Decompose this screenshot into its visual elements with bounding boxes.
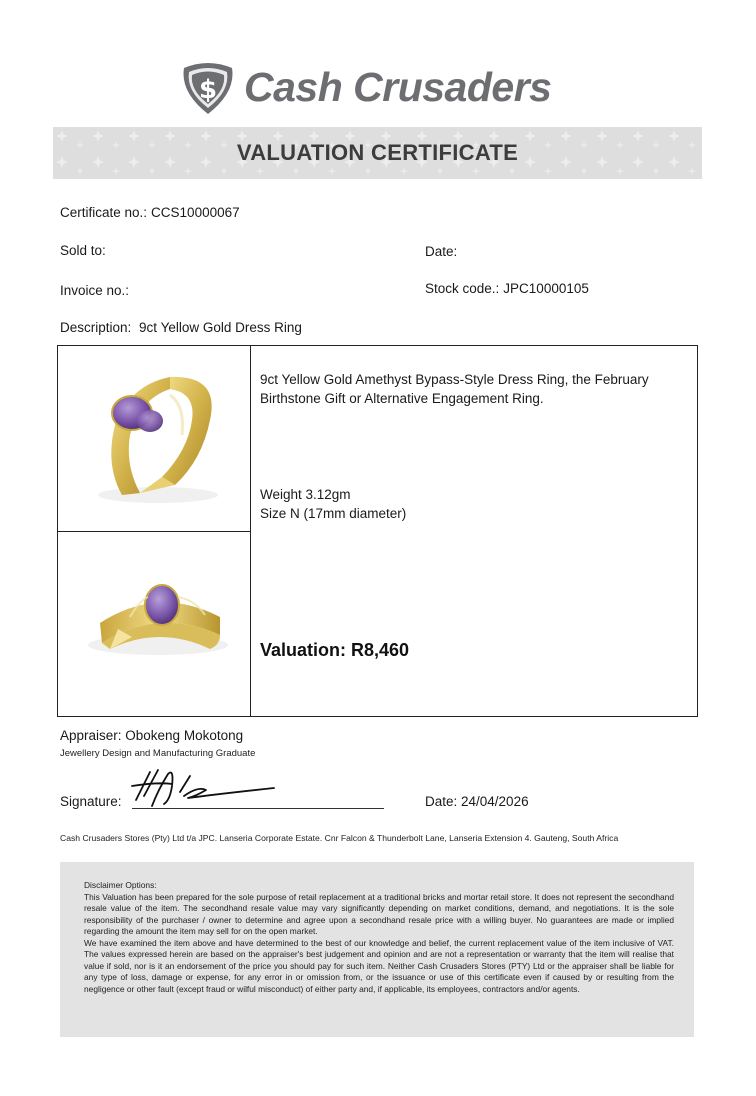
invoice-label: Invoice no.:	[60, 283, 130, 298]
brand-name: Cash Crusaders	[244, 64, 552, 110]
item-description: 9ct Yellow Gold Amethyst Bypass-Style Dress Ring, the February Birthstone Gift or Alternative Engagement Ring.	[260, 372, 649, 406]
certificate-value: CCS10000067	[151, 205, 240, 220]
stock-code	[425, 281, 589, 296]
certificate-label: Certificate no.:	[60, 205, 148, 220]
ring-photo-bottom	[70, 545, 240, 700]
item-weight: Weight 3.12gm	[260, 487, 351, 502]
handwritten-signature	[128, 766, 278, 810]
description-value: 9ct Yellow Gold Dress Ring	[139, 320, 302, 335]
disclaimer-box	[60, 862, 694, 1037]
appraiser-title: Jewellery Design and Manufacturing Graduate	[60, 748, 256, 759]
date-label: Date:	[425, 244, 458, 259]
appraiser-name: Appraiser: Obokeng Mokotong	[60, 728, 244, 743]
item-size: Size N (17mm diameter)	[260, 506, 407, 521]
stock-code-value: JPC10000105	[503, 281, 589, 296]
ring-photo-top	[70, 365, 240, 515]
svg-text:$: $	[198, 75, 218, 105]
page-title: VALUATION CERTIFICATE	[236, 140, 519, 165]
item-specs	[260, 485, 406, 523]
dollar-shield-icon	[178, 62, 238, 116]
sold-to-label: Sold to:	[60, 243, 106, 258]
valuation-amount: Valuation: R8,460	[260, 640, 410, 660]
stock-code-label: Stock code.:	[425, 281, 500, 296]
table-divider-horizontal	[57, 531, 251, 532]
description	[60, 320, 302, 335]
brand-logo	[178, 60, 578, 118]
disclaimer-paragraph-1: This Valuation has been prepared for the sole purpose of retail replacement at a traditional bricks and mortar retail store. It does not represent the secondhand resale value of the item. The secondhand resale value may vary significantly depending on market conditions, demand, and negotiations. It is the sole responsibility of the purchaser / owner to determine and agree upon a secondhand resale price with a willing buyer. No guarantees are made or implied regarding the amount the item may sell for on the open market.	[84, 891, 674, 936]
title-band	[53, 127, 702, 179]
description-label: Description:	[60, 320, 132, 335]
disclaimer-paragraph-2: We have examined the item above and have determined to the best of our knowledge and belief, the current replacement value of the item inclusive of VAT. The values expressed herein are based on the appraiser's best judgement and opinion and are not a representation or warranty that the item will realise that value if sold, nor is it an endorsement of the price you should pay for such item. Neither Cash Crusaders Stores (PTY) Ltd or the appraiser shall be liable for any type of loss, damage or expense, for any error in or omission from, or the issuance or use of this certificate even if caused by or resulting from the negligence or other fault (except fraud or wilful misconduct) of either party and, if applicable, its employees, contractors and/or agents.	[84, 937, 674, 994]
certificate-number	[60, 205, 240, 220]
signature-label: Signature:	[60, 794, 122, 809]
company-address: Cash Crusaders Stores (Pty) Ltd t/a JPC. Lanseria Corporate Estate. Cnr Falcon & Thunderbolt Lane, Lanseria Extension 4. Gauteng, South Africa	[60, 833, 619, 843]
disclaimer-heading: Disclaimer Options:	[84, 880, 157, 890]
signature-date: Date: 24/04/2026	[425, 794, 529, 809]
